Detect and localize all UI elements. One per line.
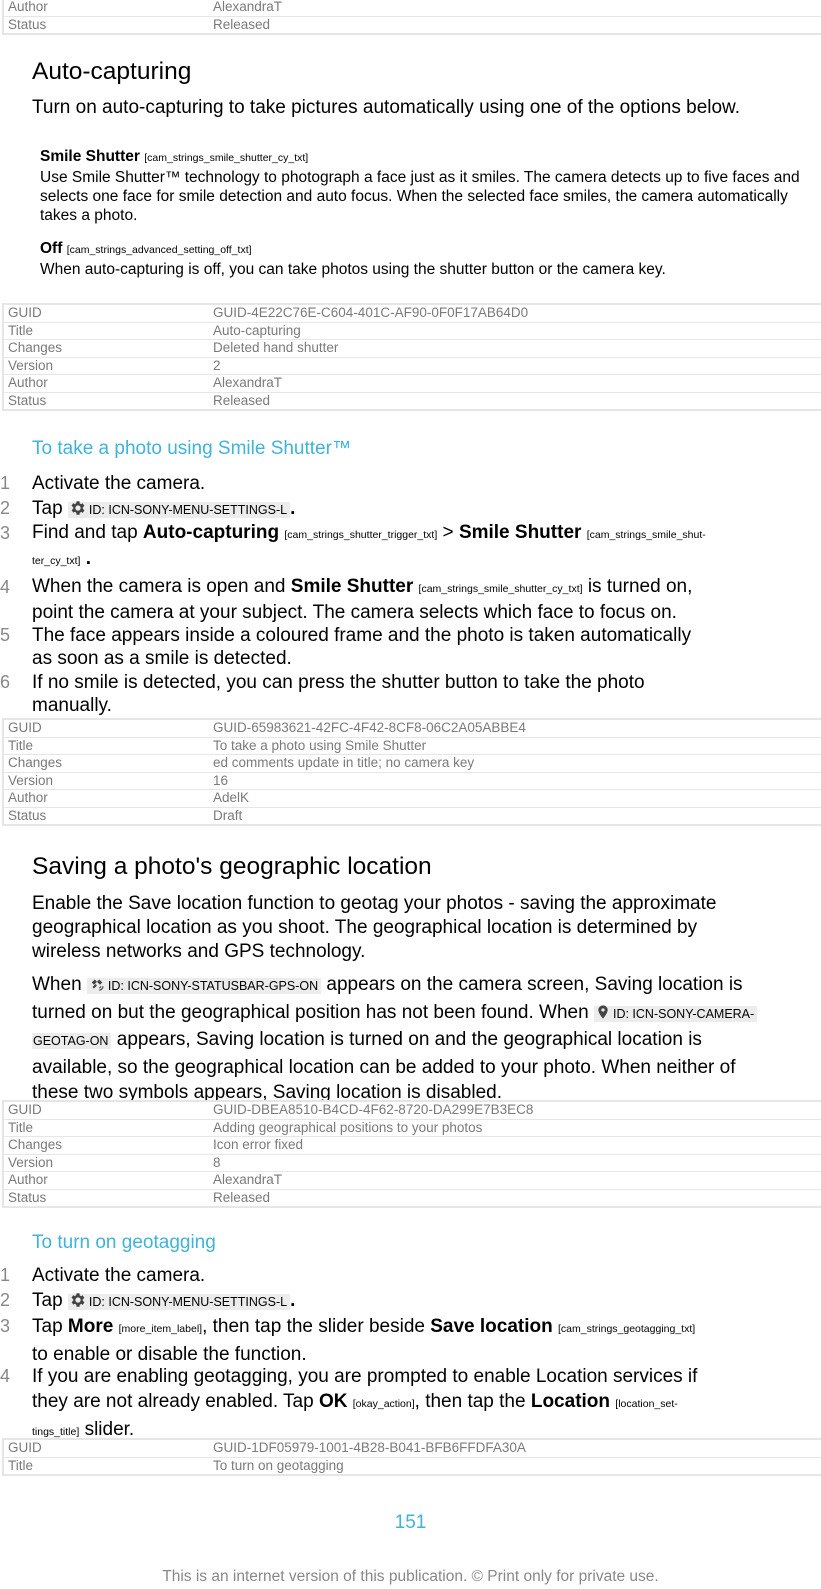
section-heading-auto-capturing: Auto-capturing: [32, 58, 192, 85]
ui-term: Smile Shutter: [458, 522, 582, 543]
meta-key: Title: [3, 322, 209, 340]
string-id: ter_cy_txt]: [32, 555, 81, 567]
step-text: [32, 575, 772, 625]
meta-value: 8: [209, 1154, 821, 1172]
geotag-icon-ref: [594, 1006, 757, 1022]
icon-id: ID: ICN-SONY-MENU-SETTINGS-L: [88, 1295, 288, 1309]
step-text-post: .: [290, 1290, 296, 1311]
page-number: 151: [394, 1512, 427, 1533]
separator: >: [442, 522, 454, 543]
settings-icon-ref: [68, 1294, 290, 1310]
option-smile-shutter: [40, 147, 816, 225]
icon-id: GEOTAG-ON: [32, 1033, 111, 1049]
task-heading-geotagging: To turn on geotagging: [32, 1232, 216, 1253]
string-id: [location_set-: [615, 1398, 678, 1410]
meta-value: AlexandraT: [213, 0, 283, 15]
step-number: 4: [0, 577, 11, 597]
string-id: [cam_strings_smile_shutter_cy_txt]: [144, 152, 309, 164]
meta-value: Auto-capturing: [209, 322, 821, 340]
step-text: , then tap the slider beside: [202, 1316, 425, 1337]
string-id: [cam_strings_geotagging_txt]: [558, 1323, 696, 1335]
step-number: 2: [0, 498, 11, 518]
meta-value: Released: [209, 392, 821, 410]
meta-key: Title: [3, 1119, 209, 1137]
string-id: [cam_strings_smile_shut-: [586, 529, 706, 541]
meta-value: GUID-DBEA8510-B4CD-4F62-8720-DA299E7B3EC8: [213, 1102, 534, 1118]
step-text: slider.: [84, 1419, 135, 1440]
step-text: [32, 1364, 772, 1445]
meta-value: AlexandraT: [209, 375, 821, 393]
step-number: 3: [0, 1316, 11, 1336]
meta-key: Title: [3, 1457, 209, 1475]
auto-capturing-intro: Turn on auto-capturing to take pictures automatically using one of the options below.: [32, 97, 741, 118]
meta-key: GUID: [8, 305, 42, 321]
para-text: appears, Saving location is turned on and the geographical location is: [116, 1029, 702, 1050]
step-number: 1: [0, 1265, 11, 1285]
option-name: Smile Shutter: [40, 148, 140, 165]
ui-term: Smile Shutter: [290, 576, 414, 597]
meta-key: Changes: [3, 340, 209, 358]
meta-key: Author: [8, 0, 48, 15]
step-text: they are not already enabled. Tap: [32, 1391, 314, 1412]
ui-term: Save location: [430, 1316, 553, 1337]
para-text: available, so the geographical location can be added to your photo. When neither of: [32, 1056, 736, 1078]
step-text: manually.: [32, 695, 112, 716]
step-number: 1: [0, 473, 11, 493]
string-id: tings_title]: [32, 1426, 80, 1438]
string-id: [cam_strings_smile_shutter_cy_txt]: [418, 583, 583, 595]
meta-key: Status: [3, 392, 209, 410]
meta-key: Status: [3, 16, 209, 34]
icon-id: ID: ICN-SONY-MENU-SETTINGS-L: [88, 503, 288, 517]
satellite-gps-icon: [88, 975, 106, 993]
section-heading-geo-location: Saving a photo's geographic location: [32, 853, 432, 880]
meta-value: Released: [209, 16, 821, 34]
location-pin-icon: [595, 1003, 611, 1021]
step-text: Activate the camera.: [32, 473, 206, 494]
meta-key: GUID: [8, 1102, 42, 1118]
meta-key: Version: [3, 772, 209, 790]
icon-id: ID: ICN-SONY-CAMERA-: [612, 1006, 755, 1021]
meta-key: GUID: [8, 720, 42, 736]
meta-value: To take a photo using Smile Shutter: [209, 737, 821, 755]
step-text-post: .: [85, 548, 91, 569]
footer-notice: This is an internet version of this publication. © Print only for private use.: [162, 1568, 659, 1585]
meta-value: Released: [209, 1189, 821, 1207]
geo-location-icons-paragraph: [32, 972, 818, 1106]
option-description: Use Smile Shutter™ technology to photograph a face just as it smiles. The camera detects up to five faces and selects one face for smile detection and auto focus. When the selected face smiles, the camera automatically takes a photo.: [40, 169, 800, 224]
step-number: 6: [0, 672, 11, 692]
step-text: [32, 1289, 772, 1314]
step-text: , then tap the: [414, 1391, 526, 1412]
option-name: Off: [40, 240, 63, 257]
step-text: to enable or disable the function.: [32, 1344, 307, 1365]
string-id: [cam_strings_shutter_trigger_txt]: [284, 529, 438, 541]
meta-value: ed comments update in title; no camera key: [209, 755, 821, 773]
step-text: is turned on,: [587, 576, 693, 597]
para-text: When: [32, 974, 82, 995]
meta-key: Changes: [3, 755, 209, 773]
string-id: [okay_action]: [352, 1398, 415, 1410]
ui-term: OK: [318, 1391, 348, 1412]
meta-value: Deleted hand shutter: [209, 340, 821, 358]
settings-icon-ref: [68, 502, 290, 518]
step-text: [32, 497, 772, 522]
meta-value: AlexandraT: [209, 1172, 821, 1190]
gps-icon-ref: [87, 978, 321, 994]
ui-term: Location: [530, 1391, 611, 1412]
gear-icon: [69, 499, 87, 517]
step-text: [32, 1314, 772, 1367]
step-text: [32, 671, 772, 717]
step-text: point the camera at your subject. The camera selects which face to focus on.: [32, 602, 677, 623]
meta-value: 16: [209, 772, 821, 790]
option-off: [40, 239, 816, 279]
para-text: these two symbols appears, Saving location is disabled.: [32, 1082, 502, 1103]
meta-value: Icon error fixed: [209, 1137, 821, 1155]
step-text: Activate the camera.: [32, 1265, 206, 1286]
step-text-pre: Tap: [32, 1290, 63, 1311]
step-text: [32, 521, 772, 573]
step-text-pre: When the camera is open and: [32, 576, 286, 597]
meta-value: GUID-65983621-42FC-4F42-8CF8-06C2A05ABBE4: [213, 720, 526, 736]
meta-key: GUID: [8, 1440, 42, 1456]
para-text: turned on but the geographical position has not been found. When: [32, 1001, 589, 1023]
meta-key: Version: [3, 1154, 209, 1172]
step-text: as soon as a smile is detected.: [32, 648, 292, 669]
step-text-pre: Tap: [32, 1316, 63, 1337]
step-number: 3: [0, 523, 11, 543]
intro-line: Enable the Save location function to geotag your photos - saving the approximate: [32, 893, 717, 914]
step-number: 4: [0, 1366, 11, 1386]
meta-key: Author: [3, 1172, 209, 1190]
step-number: 2: [0, 1290, 11, 1310]
step-text-pre: Tap: [32, 498, 63, 519]
metadata-table-geo-location: [2, 1100, 821, 1208]
option-description: When auto-capturing is off, you can take photos using the shutter button or the camera key.: [40, 261, 666, 278]
geo-location-intro: [32, 892, 818, 964]
string-id: [cam_strings_advanced_setting_off_txt]: [66, 244, 252, 256]
gear-icon: [69, 1291, 87, 1309]
meta-value: Draft: [209, 807, 821, 825]
meta-value: GUID-1DF05979-1001-4B28-B041-BFB6FFDFA30A: [213, 1440, 526, 1456]
step-text: The face appears inside a coloured frame and the photo is taken automatically: [32, 625, 692, 646]
meta-key: Status: [3, 807, 209, 825]
task-heading-smile-shutter: To take a photo using Smile Shutter™: [32, 438, 351, 459]
intro-line: geographical location as you shoot. The geographical location is determined by: [32, 917, 698, 938]
meta-value: 2: [209, 357, 821, 375]
meta-value: AdelK: [209, 790, 821, 808]
meta-key: Title: [3, 737, 209, 755]
step-text: [32, 624, 772, 670]
ui-term: Auto-capturing: [142, 522, 280, 543]
meta-key: Status: [3, 1189, 209, 1207]
metadata-table-geotagging: [2, 1438, 821, 1476]
step-text-post: .: [290, 498, 296, 519]
step-text: If you are enabling geotagging, you are prompted to enable Location services if: [32, 1366, 698, 1387]
ui-term: More: [67, 1316, 114, 1337]
meta-key: Author: [3, 790, 209, 808]
meta-value: Adding geographical positions to your photos: [209, 1119, 821, 1137]
step-text-pre: Find and tap: [32, 522, 138, 543]
para-text: appears on the camera screen, Saving location is: [326, 974, 743, 995]
intro-line: wireless networks and GPS technology.: [32, 941, 366, 962]
string-id: [more_item_label]: [118, 1323, 203, 1335]
meta-key: Changes: [3, 1137, 209, 1155]
metadata-table-top: [2, 0, 821, 35]
step-number: 5: [0, 625, 11, 645]
metadata-table-auto-capturing: [2, 303, 821, 411]
meta-key: Author: [3, 375, 209, 393]
meta-key: Version: [3, 357, 209, 375]
icon-id: ID: ICN-SONY-STATUSBAR-GPS-ON: [107, 979, 319, 993]
metadata-table-smile-shutter: [2, 718, 821, 826]
meta-value: To turn on geotagging: [209, 1457, 821, 1475]
meta-value: GUID-4E22C76E-C604-401C-AF90-0F0F17AB64D0: [213, 305, 529, 321]
step-text: If no smile is detected, you can press the shutter button to take the photo: [32, 672, 645, 693]
